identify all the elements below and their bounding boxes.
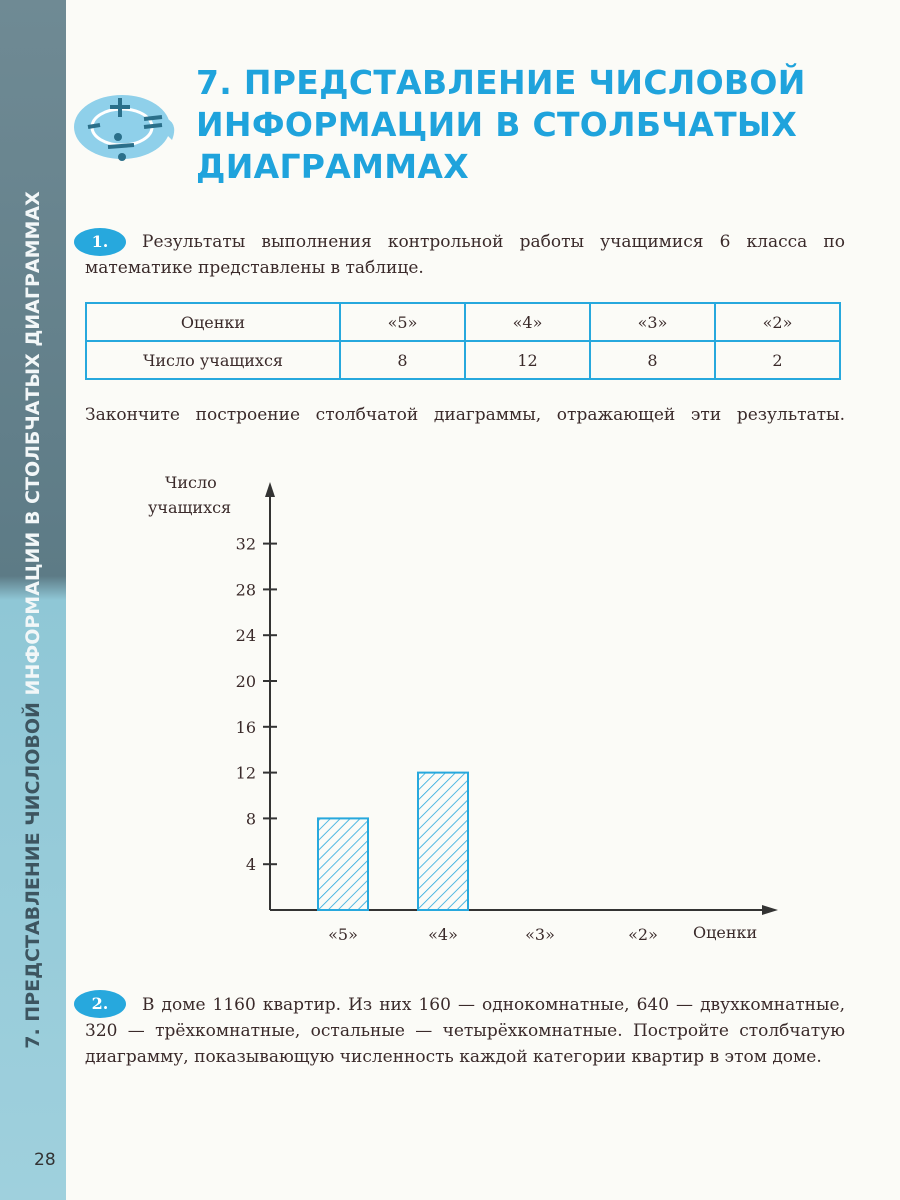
y-tick-label: 16 bbox=[235, 717, 256, 737]
table-cell: Оценки bbox=[86, 303, 340, 341]
table-cell: «5» bbox=[340, 303, 465, 341]
task2-text: В доме 1160 квартир. Из них 160 — однокомнатные, 640 — двухкомнатные, 320 — трёхкомнатные, остальные — четырёхкомнатные. Постройте столбчатую диаграмму, показывающую численность каждой категории квартир в этом доме. bbox=[85, 995, 845, 1067]
bar bbox=[318, 818, 368, 910]
x-tick-label: «2» bbox=[628, 925, 658, 944]
table-cell: 8 bbox=[590, 341, 715, 379]
y-tick-label: 28 bbox=[235, 580, 256, 600]
x-tick-label: «4» bbox=[428, 925, 458, 944]
y-tick-label: 24 bbox=[235, 626, 256, 646]
chapter-sidebar-title: 7. ПРЕДСТАВЛЕНИЕ ЧИСЛОВОЙ ИНФОРМАЦИИ В СТОЛБЧАТЫХ ДИАГРАММАХ bbox=[22, 191, 44, 1049]
y-tick-label: 32 bbox=[235, 534, 256, 554]
bar bbox=[418, 773, 468, 910]
table-cell: «3» bbox=[590, 303, 715, 341]
chapter-sidebar bbox=[0, 0, 66, 1200]
y-tick-label: 12 bbox=[235, 763, 256, 783]
x-tick-label: «5» bbox=[328, 925, 358, 944]
y-tick-label: 8 bbox=[245, 809, 256, 829]
x-axis-arrow-icon bbox=[762, 905, 778, 915]
table-cell: «2» bbox=[715, 303, 840, 341]
y-tick-label: 20 bbox=[235, 672, 256, 691]
math-operations-logo-icon bbox=[72, 85, 182, 165]
table-row bbox=[86, 341, 840, 379]
table-cell: 2 bbox=[715, 341, 840, 379]
task1-text: Результаты выполнения контрольной работы учащимися 6 класса по математике представлены в таблице. bbox=[85, 232, 845, 278]
section-title: 7. ПРЕДСТАВЛЕНИЕ ЧИСЛОВОЙ ИНФОРМАЦИИ В СТОЛБЧАТЫХ ДИАГРАММАХ bbox=[196, 63, 806, 186]
table-cell: Число учащихся bbox=[86, 341, 340, 379]
y-axis-arrow-icon bbox=[265, 482, 275, 497]
table-cell: 12 bbox=[465, 341, 590, 379]
x-tick-label: «3» bbox=[525, 925, 555, 944]
task1-instruction: Закончите построение столбчатой диаграммы, отражающей эти результаты. bbox=[85, 405, 845, 425]
y-tick-label: 4 bbox=[245, 855, 256, 875]
grades-table bbox=[85, 302, 841, 380]
y-axis-label: учащихся bbox=[148, 498, 232, 517]
y-axis-label: Число bbox=[165, 473, 217, 492]
table-row bbox=[86, 303, 840, 341]
table-cell: «4» bbox=[465, 303, 590, 341]
task-number-badge: 2. bbox=[74, 990, 126, 1018]
task-number-badge: 1. bbox=[74, 228, 126, 256]
table-cell: 8 bbox=[340, 341, 465, 379]
page-number: 28 bbox=[34, 1150, 56, 1170]
x-axis-label: Оценки bbox=[693, 923, 758, 942]
